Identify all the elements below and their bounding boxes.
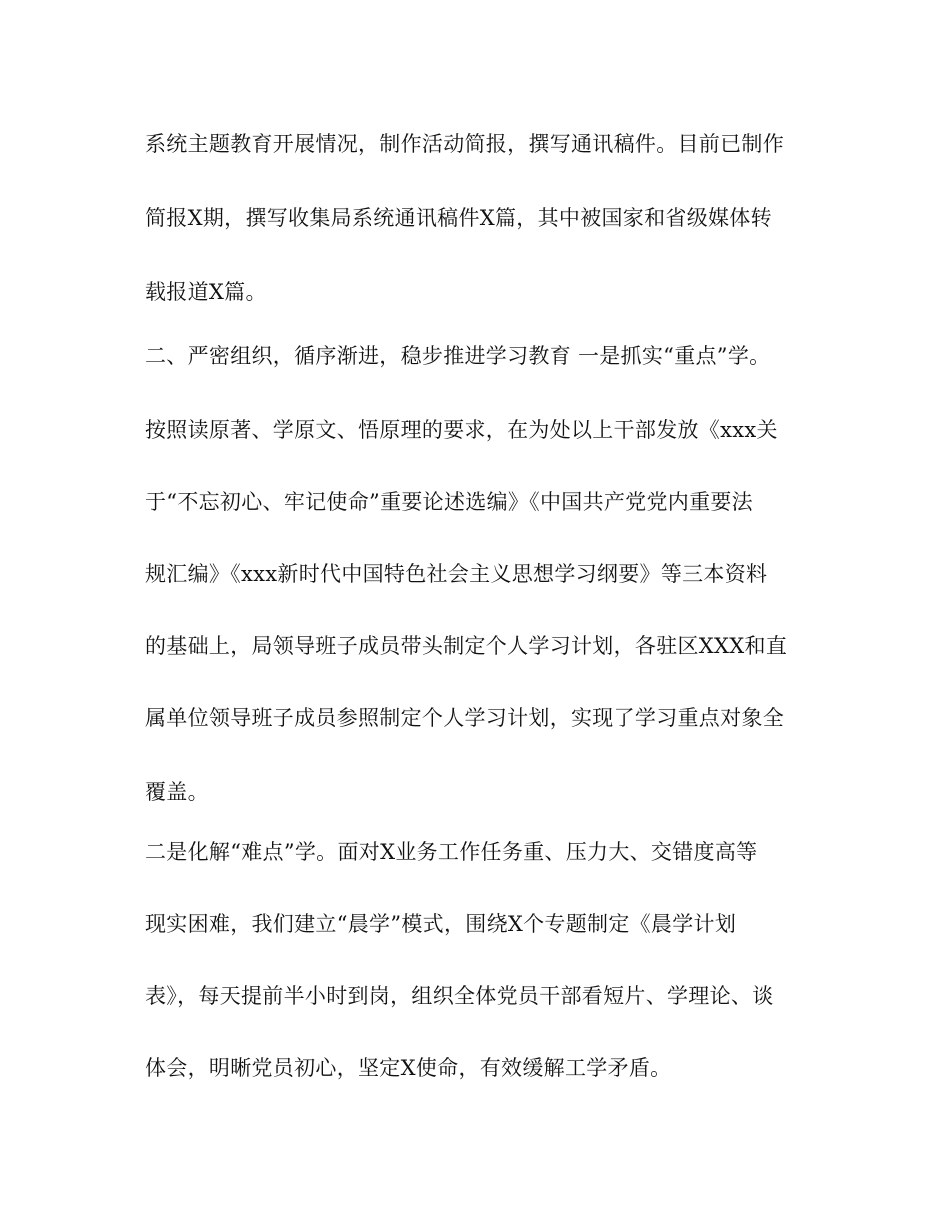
text-line: 于“不忘初心、牢记使命”重要论述选编》《中国共产党党内重要法	[145, 490, 753, 514]
text-line: 按照读原著、学原文、悟原理的要求，在为处以上干部发放《xxx关	[145, 418, 778, 442]
text-line: 系统主题教育开展情况，制作活动简报，撰写通讯稿件。目前已制作	[145, 132, 784, 156]
text-line: 表》，每天提前半小时到岗，组织全体党员干部看短片、学理论、谈	[145, 984, 774, 1008]
text-line: 属单位领导班子成员参照制定个人学习计划，实现了学习重点对象全	[145, 706, 784, 730]
text-line: 现实困难，我们建立“晨学”模式，围绕X个专题制定《晨学计划	[145, 912, 737, 936]
text-line: 简报X期，撰写收集局系统通讯稿件X篇，其中被国家和省级媒体转	[145, 206, 772, 230]
text-line: 的基础上，局领导班子成员带头制定个人学习计划，各驻区XXX和直	[145, 634, 788, 658]
paragraph-start-line: 二是化解“难点”学。面对X业务工作任务重、压力大、交错度高等	[145, 840, 758, 864]
text-line: 覆盖。	[145, 780, 209, 804]
text-line: 体会，明晰党员初心，坚定X使命，有效缓解工学矛盾。	[145, 1056, 672, 1080]
text-line: 规汇编》《xxx新时代中国特色社会主义思想学习纲要》等三本资料	[145, 562, 768, 586]
section-heading-line: 二、严密组织，循序渐进，稳步推进学习教育 一是抓实“重点”学。	[145, 344, 771, 368]
text-line: 载报道X篇。	[145, 280, 267, 304]
